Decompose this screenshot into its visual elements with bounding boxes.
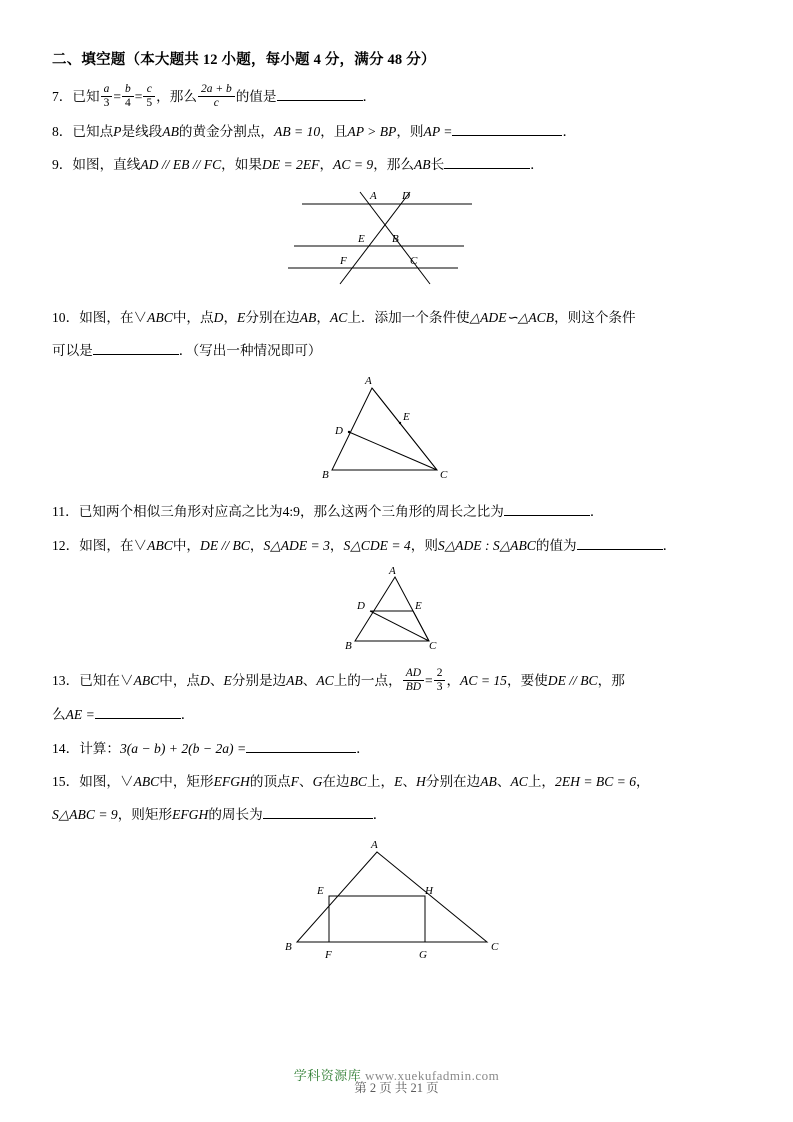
q15-v2: EFGH <box>213 773 250 789</box>
q15-v7: H <box>416 773 426 789</box>
question-13-line2 <box>52 701 742 728</box>
figure-15-label-A: A <box>371 839 378 852</box>
q15-t6: 上， <box>366 773 395 789</box>
figure-15-wrap <box>52 834 742 964</box>
q10-v6: △ADE∽△ACB <box>469 309 555 325</box>
q13-v2: D <box>200 672 210 688</box>
question-14 <box>52 735 742 762</box>
q12-v2: DE // BC <box>200 537 250 553</box>
question-14-number: 14． <box>52 740 80 756</box>
q15-t11: ， <box>636 773 650 789</box>
q8-period: ． <box>562 123 577 139</box>
equals-2: = <box>134 89 143 104</box>
q10-t4: 分别在边 <box>245 309 300 325</box>
q10-t6: 上．添加一个条件使 <box>347 309 470 325</box>
q10-t2: 中，点 <box>172 309 214 325</box>
figure-10-triangle-abc <box>297 370 497 488</box>
figure-10-label-B: B <box>322 469 329 482</box>
figure-12-wrap <box>52 565 742 657</box>
question-10 <box>52 304 742 331</box>
question-10-line2 <box>52 337 742 364</box>
figure-9-parallel-lines <box>282 184 512 294</box>
question-15-line2 <box>52 801 742 828</box>
figure-15-rectangle-in-triangle <box>267 834 527 964</box>
q15-t10: 上， <box>527 773 556 789</box>
q15-v9: AC <box>510 773 528 789</box>
q8-v5: AP = <box>423 123 453 139</box>
q15-v4: G <box>312 773 323 789</box>
q15-period: ． <box>372 806 387 822</box>
q13-v5: AC <box>316 672 334 688</box>
q13-t9: ，那 <box>597 672 625 688</box>
question-7-period: ． <box>362 89 377 104</box>
answer-blank-15[interactable] <box>263 805 373 819</box>
answer-blank-7[interactable] <box>277 87 363 101</box>
figure-9-label-F: F <box>340 254 347 267</box>
q9-t5: 长 <box>430 156 445 172</box>
figure-12-label-A: A <box>389 564 396 577</box>
figure-10-label-E: E <box>403 411 410 424</box>
answer-blank-9[interactable] <box>444 155 530 169</box>
q12-t3: ， <box>249 537 264 553</box>
q9-v1: AD // EB // FC <box>140 156 222 172</box>
q13-v1: ABC <box>133 672 160 688</box>
q13-t7: ， <box>446 672 461 688</box>
q9-t4: ，那么 <box>373 156 414 172</box>
q15-t9: 、 <box>496 773 511 789</box>
q12-period: ． <box>662 537 677 553</box>
q13-v4: AB <box>286 672 303 688</box>
figure-12-label-B: B <box>345 639 352 652</box>
figure-9-label-A: A <box>370 189 377 202</box>
question-7-number: 7． <box>52 89 73 104</box>
q8-v1: P <box>113 123 122 139</box>
fraction-b-4: $\frac{b}{4}$ <box>122 83 134 110</box>
section-title: 二、填空题（本大题共 12 小题，每小题 4 分，满分 48 分） <box>52 52 436 68</box>
page-footer: 第 2 页 共 21 页 <box>354 1081 439 1095</box>
q10-v1: ABC <box>147 309 173 325</box>
q10-t1: 如图，在∨ <box>79 309 148 325</box>
figure-9-label-E: E <box>358 232 365 245</box>
q8-t2: 是线段 <box>121 123 163 139</box>
figure-12-label-C: C <box>429 639 437 652</box>
q12-t4: ， <box>329 537 344 553</box>
q10-t5: ， <box>316 309 330 325</box>
figure-12-label-E: E <box>415 599 422 612</box>
q15-t7: 、 <box>402 773 417 789</box>
q9-t1: 如图，直线 <box>72 156 141 172</box>
q15-v3: F <box>290 773 299 789</box>
q14-expression <box>120 741 246 756</box>
q12-v5: S△ADE : S△ABC <box>437 537 536 553</box>
question-15 <box>52 768 742 795</box>
question-13-number: 13． <box>52 672 80 688</box>
q15-t4: 、 <box>298 773 313 789</box>
question-7-text-a: 已知 <box>72 89 100 104</box>
figure-15-label-E: E <box>317 885 324 898</box>
q10-v3: E <box>237 309 246 325</box>
q15-v5: BC <box>349 773 367 789</box>
question-8-number: 8． <box>52 123 73 139</box>
q10-t7: ，则这个条件 <box>554 309 636 325</box>
fraction-2a-b-c: $\frac{2a + b}{c}$ <box>198 83 235 110</box>
q12-v3: S△ADE = 3 <box>263 537 330 553</box>
figure-10-label-C: C <box>440 469 448 482</box>
question-10-number: 10． <box>52 309 80 325</box>
answer-blank-14[interactable] <box>246 739 356 753</box>
q9-period: ． <box>530 156 544 172</box>
question-11 <box>52 498 742 525</box>
page-content <box>52 48 742 974</box>
answer-blank-8[interactable] <box>452 122 562 136</box>
question-9 <box>52 151 742 178</box>
q15-v10: 2EH = BC = 6 <box>555 773 637 789</box>
question-13 <box>52 667 742 696</box>
question-7-text-b: ，那么 <box>156 89 197 104</box>
q10-v5: AC <box>329 309 348 325</box>
q15-v11: S△ABC = 9 <box>52 806 118 822</box>
figure-15-label-G: G <box>419 949 427 962</box>
answer-blank-13[interactable] <box>95 705 181 719</box>
q15-t2: 中，矩形 <box>159 773 214 789</box>
q13-t2: 中，点 <box>159 672 201 688</box>
q14-period: ． <box>356 740 370 756</box>
q13-t8: ，要使 <box>506 672 548 688</box>
q15-v8: AB <box>480 773 497 789</box>
figure-15-label-C: C <box>491 941 499 954</box>
q11-period: ． <box>589 504 604 520</box>
figure-12-label-D: D <box>357 599 365 612</box>
figure-15-label-H: H <box>425 885 433 898</box>
figure-9-label-B: B <box>392 232 399 245</box>
watermark-right: www.xuekufadmin.com <box>364 1068 500 1083</box>
q15-v1: ABC <box>133 773 160 789</box>
fraction-a-3: $\frac{a}{3}$ <box>101 83 113 110</box>
q13-v3: E <box>223 672 232 688</box>
q8-v3: AB = 10 <box>274 123 321 139</box>
figure-9-wrap <box>52 184 742 294</box>
q15-v6: E <box>394 773 403 789</box>
q15-t5: 在边 <box>322 773 350 789</box>
figure-10-label-D: D <box>335 425 343 438</box>
q9-t3: ， <box>319 156 334 172</box>
q10-t3: ， <box>223 309 238 325</box>
question-9-number: 9． <box>52 156 73 172</box>
q8-v2: AB <box>162 123 179 139</box>
q12-t6: 的值为 <box>535 537 577 553</box>
figure-9-label-C: C <box>410 254 418 267</box>
fraction-2-3: $\frac{2}{3}$ <box>434 667 446 694</box>
fraction-ad-bd: $\frac{AD}{BD}$ <box>403 667 424 694</box>
q9-t2: ，如果 <box>221 156 262 172</box>
figure-9-label-D: D <box>402 189 410 202</box>
q14-t1: 计算： <box>79 740 120 756</box>
q13-t6: 上的一点， <box>333 672 402 688</box>
question-7 <box>52 83 742 112</box>
equals-1: = <box>113 89 121 104</box>
q13-period: ． <box>180 707 195 723</box>
q15-t13: 的周长为 <box>208 806 263 822</box>
figure-15-label-B: B <box>285 941 292 954</box>
q13-v8: AE = <box>65 707 95 723</box>
watermark-left: 学科资源库 <box>293 1068 362 1083</box>
q8-t4: ，且 <box>320 123 348 139</box>
q13-t4: 分别是边 <box>231 672 287 688</box>
q12-t1: 如图，在∨ <box>79 537 148 553</box>
figure-10-label-A: A <box>365 375 372 388</box>
answer-blank-10[interactable] <box>93 341 179 355</box>
q8-t1: 已知点 <box>72 123 114 139</box>
q13-t10: 么 <box>52 707 66 723</box>
q9-v2: DE = 2EF <box>261 156 320 172</box>
q13-t5: 、 <box>302 672 317 688</box>
q15-t1: 如图，∨ <box>79 773 134 789</box>
q15-t8: 分别在边 <box>425 773 481 789</box>
question-15-number: 15． <box>52 773 80 789</box>
q10-t9: ．（写出一种情况即可） <box>178 343 322 359</box>
figure-12-triangle-de-bc <box>307 565 487 657</box>
q12-t2: 中， <box>172 537 201 553</box>
q8-t3: 的黄金分割点， <box>178 123 275 139</box>
answer-blank-12[interactable] <box>577 536 663 550</box>
q8-t5: ，则 <box>396 123 424 139</box>
answer-blank-11[interactable] <box>504 502 590 516</box>
q13-t3: 、 <box>209 672 224 688</box>
question-8 <box>52 118 742 145</box>
question-11-number: 11． <box>52 504 79 520</box>
figure-15-label-F: F <box>325 949 332 962</box>
q13-v7: DE // BC <box>547 672 598 688</box>
question-7-text-c: 的值是 <box>235 89 277 104</box>
q15-v12: EFGH <box>172 806 209 822</box>
q15-t12: ，则矩形 <box>117 806 173 822</box>
q13-eq: = <box>425 672 433 688</box>
q12-v4: S△CDE = 4 <box>343 537 411 553</box>
q12-v1: ABC <box>147 537 173 553</box>
question-12 <box>52 532 742 559</box>
q13-v6: AC = 15 <box>460 672 507 688</box>
q9-v3: AC = 9 <box>333 156 374 172</box>
q15-t3: 的顶点 <box>249 773 291 789</box>
question-12-number: 12． <box>52 537 80 553</box>
q12-t5: ，则 <box>410 537 438 553</box>
fraction-c-5: $\frac{c}{5}$ <box>143 83 155 110</box>
q10-v4: AB <box>299 309 317 325</box>
q8-v4: AP > BP <box>347 123 397 139</box>
q13-t1: 已知在∨ <box>79 672 134 688</box>
q10-t8: 可以是 <box>52 343 93 359</box>
q9-v4: AB <box>413 156 431 172</box>
q14-expr-text: 3(a − b) + 2(b − 2a) = <box>119 740 247 756</box>
q10-v2: D <box>213 309 224 325</box>
q11-t1: 已知两个相似三角形对应高之比为4:9，那么这两个三角形的周长之比为 <box>78 504 504 520</box>
figure-10-wrap <box>52 370 742 488</box>
